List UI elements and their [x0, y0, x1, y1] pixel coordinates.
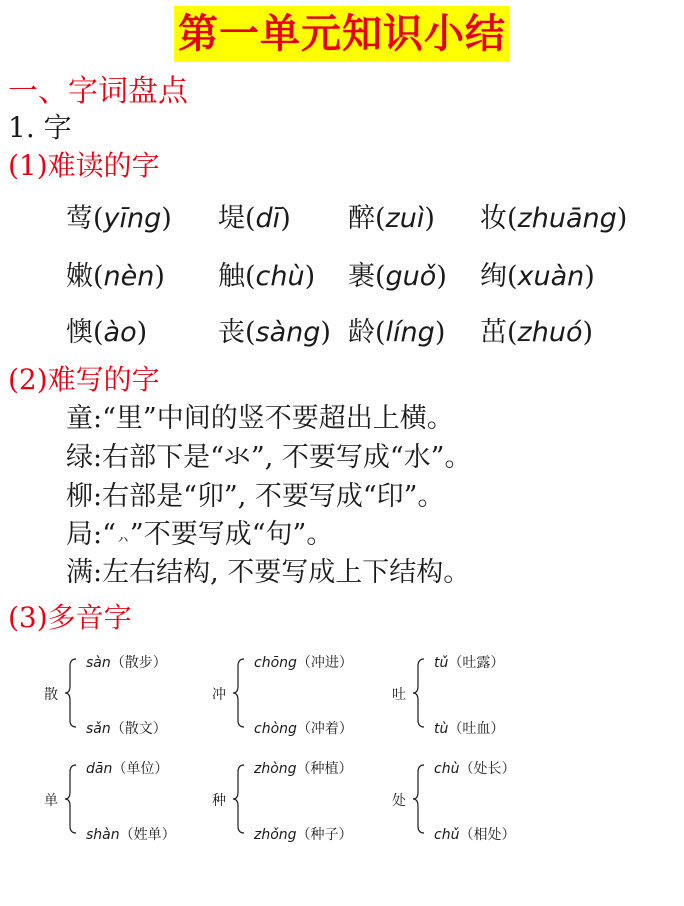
paren-open: (: [507, 261, 518, 292]
poly-bottom-word: （相处）: [459, 827, 516, 843]
write-rule-ju: [66, 512, 333, 551]
hard-char-pinyin: nèn: [103, 261, 155, 292]
paren-close: ): [280, 203, 291, 234]
poly-bottom-word: （吐血）: [448, 721, 505, 737]
paren-close: ): [616, 203, 628, 234]
poly-top-word: （种植）: [296, 761, 353, 777]
poly-bottom-line: [254, 718, 353, 738]
poly-bottom-pinyin: chòng: [254, 721, 297, 737]
poly-top-line: [86, 758, 168, 778]
hard-char-1-1: [218, 254, 315, 293]
hard-char-2-1: [218, 310, 331, 349]
poly-bottom-word: （种子）: [296, 827, 353, 843]
poly-top-word: （冲进）: [296, 655, 353, 671]
page-title: 第一单元知识小结: [174, 6, 510, 62]
paren-open: (: [507, 317, 518, 348]
hard-char-0-2: [348, 196, 435, 235]
hard-char-1-0: [66, 254, 165, 293]
hard-char-glyph: 懊: [66, 317, 93, 348]
poly-top-line: [86, 652, 167, 672]
hard-char-pinyin: chù: [255, 261, 305, 292]
poly-char: 种: [212, 793, 226, 809]
paren-open: (: [245, 203, 256, 234]
hard-char-glyph: 绚: [480, 261, 507, 292]
hard-char-glyph: 堤: [218, 203, 245, 234]
paren-close: ): [154, 261, 165, 292]
brace-icon: [64, 764, 78, 834]
paren-open: (: [93, 261, 104, 292]
brace-icon: [232, 764, 246, 834]
hard-char-pinyin: zhuāng: [517, 203, 617, 234]
poly-char: 处: [392, 793, 406, 809]
hard-char-pinyin: ào: [103, 317, 137, 348]
poly-top-line: [434, 758, 515, 778]
paren-close: ): [161, 203, 172, 234]
brace-icon: [412, 764, 426, 834]
hard-char-glyph: 嫩: [66, 261, 93, 292]
hard-char-pinyin: guǒ: [385, 261, 437, 292]
paren-open: (: [245, 317, 256, 348]
hard-char-pinyin: sàng: [255, 317, 321, 348]
write-rule-ju-start: 局:“: [66, 519, 116, 550]
hard-char-pinyin: dī: [255, 203, 281, 234]
poly-bottom-line: [434, 718, 504, 738]
hard-char-glyph: 丧: [218, 317, 245, 348]
hard-char-0-3: [480, 196, 627, 235]
hard-char-pinyin: zhuó: [517, 317, 583, 348]
paren-close: ): [136, 317, 148, 348]
paren-close: ): [304, 261, 316, 292]
poly-bottom-line: [86, 824, 176, 844]
paren-close: ): [582, 317, 594, 348]
hard-char-0-1: [218, 196, 291, 235]
poly-top-line: [254, 652, 353, 672]
brace-icon: [412, 658, 426, 728]
write-rule-lv: 绿:右部下是“氺”, 不要写成“水”。: [66, 442, 472, 473]
paren-close: ): [434, 317, 446, 348]
poly-bottom-word: （散文）: [110, 721, 167, 737]
paren-open: (: [375, 203, 386, 234]
poly-bottom-line: [86, 718, 167, 738]
hard-char-glyph: 茁: [480, 317, 507, 348]
section-heading-word-review: 一、字词盘点: [8, 74, 188, 109]
poly-top-word: （吐露）: [448, 655, 505, 671]
paren-open: (: [93, 317, 104, 348]
paren-open: (: [507, 203, 518, 234]
poly-bottom-pinyin: chǔ: [434, 827, 460, 843]
poly-bottom-pinyin: shàn: [86, 827, 120, 843]
poly-top-pinyin: tǔ: [434, 655, 449, 671]
paren-open: (: [375, 261, 386, 292]
hard-char-glyph: 妆: [480, 203, 507, 234]
hard-char-pinyin: xuàn: [517, 261, 585, 292]
poly-top-line: [434, 652, 504, 672]
poly-bottom-line: [434, 824, 515, 844]
poly-bottom-pinyin: zhǒng: [254, 827, 297, 843]
hard-char-glyph: 裹: [348, 261, 375, 292]
hard-char-2-0: [66, 310, 147, 349]
write-rule-man: 满:左右结构, 不要写成上下结构。: [66, 557, 471, 588]
poly-top-pinyin: sàn: [86, 655, 111, 671]
poly-bottom-pinyin: tù: [434, 721, 449, 737]
brace-icon: [232, 658, 246, 728]
poly-bottom-word: （冲着）: [296, 721, 353, 737]
subsection-characters: 1. 字: [8, 111, 72, 144]
hard-char-glyph: 触: [218, 261, 245, 292]
poly-top-word: （单位）: [112, 761, 169, 777]
hard-char-pinyin: líng: [385, 317, 435, 348]
poly-char: 散: [44, 687, 58, 703]
poly-char: 单: [44, 793, 58, 809]
poly-top-pinyin: chōng: [254, 655, 297, 671]
poly-top-word: （散步）: [110, 655, 167, 671]
paren-close: ): [436, 261, 447, 292]
part-hard-to-write-heading: (2)难写的字: [8, 363, 160, 396]
hard-char-1-2: [348, 254, 447, 293]
part-polyphonic-heading: (3)多音字: [8, 601, 132, 634]
poly-bottom-pinyin: sǎn: [86, 721, 111, 737]
poly-bottom-line: [254, 824, 353, 844]
hard-char-1-3: [480, 254, 595, 293]
poly-top-word: （处长）: [459, 761, 516, 777]
paren-open: (: [245, 261, 256, 292]
paren-close: ): [424, 203, 435, 234]
paren-close: ): [320, 317, 331, 348]
hard-char-2-2: [348, 310, 445, 349]
paren-open: (: [375, 317, 386, 348]
hard-char-pinyin: zuì: [385, 203, 425, 234]
write-rule-liu: 柳:右部是“卯”, 不要写成“印”。: [66, 481, 445, 512]
poly-char: 吐: [392, 687, 406, 703]
hard-char-0-0: [66, 196, 172, 235]
poly-bottom-word: （姓单）: [119, 827, 176, 843]
poly-top-pinyin: chù: [434, 761, 460, 777]
write-rule-ju-rest: ”不要写成“句”。: [129, 519, 334, 550]
poly-top-line: [254, 758, 353, 778]
hard-char-glyph: 龄: [348, 317, 375, 348]
poly-top-pinyin: zhòng: [254, 761, 297, 777]
brace-icon: [64, 658, 78, 728]
poly-char: 冲: [212, 687, 226, 703]
write-rule-tong: 童:“里”中间的竖不要超出上横。: [66, 403, 454, 434]
write-rule-ju-small: ㇵ: [115, 531, 130, 547]
poly-top-pinyin: dān: [86, 761, 113, 777]
hard-char-pinyin: yīng: [103, 203, 162, 234]
hard-char-glyph: 莺: [66, 203, 93, 234]
title-wrap: [0, 6, 684, 62]
paren-close: ): [584, 261, 595, 292]
hard-char-2-3: [480, 310, 593, 349]
hard-char-glyph: 醉: [348, 203, 375, 234]
paren-open: (: [93, 203, 104, 234]
part-hard-to-read-heading: (1)难读的字: [8, 149, 160, 182]
